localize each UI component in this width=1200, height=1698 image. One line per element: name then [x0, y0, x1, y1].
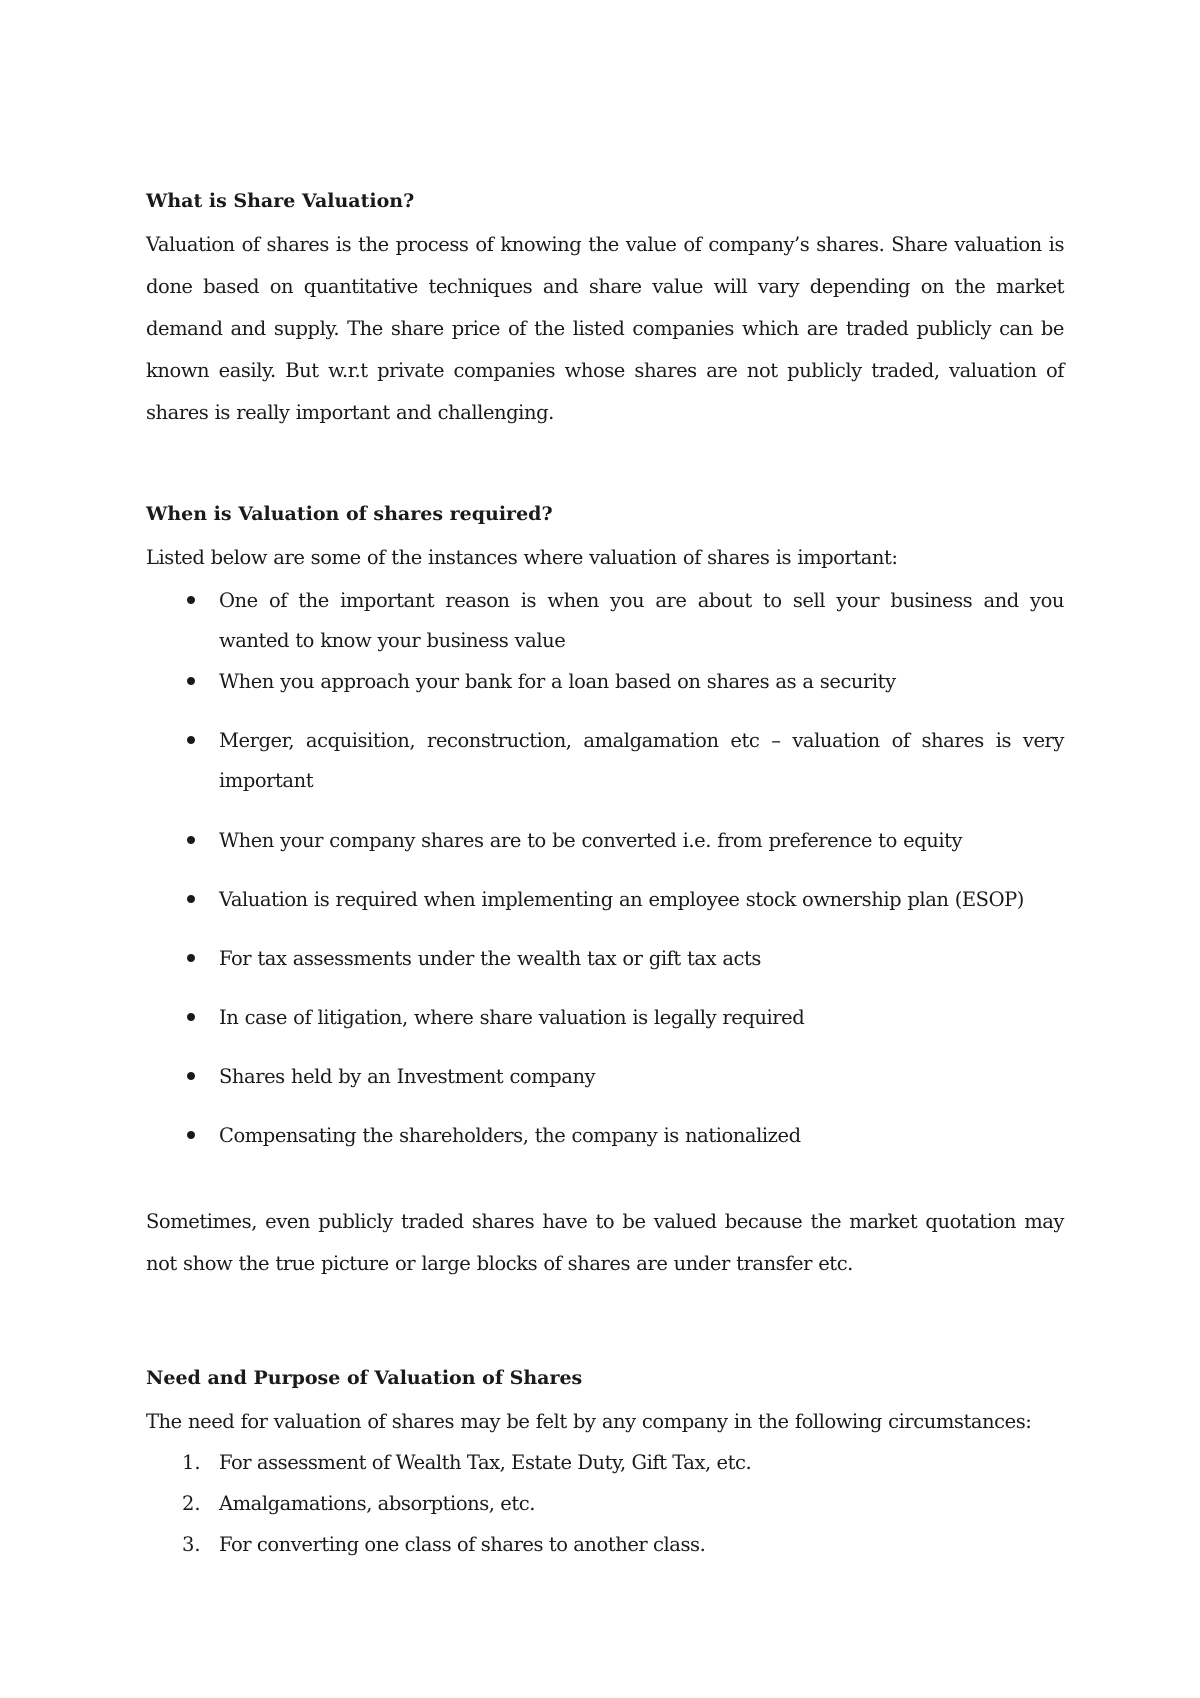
- numbered-list-item-text: Amalgamations, absorptions, etc.: [219, 1492, 535, 1515]
- paragraph-publicly-traded-note: Sometimes, even publicly traded shares have to be valued because the market quotation may not show the true picture or large blocks of shares are under transfer etc.: [146, 1210, 1064, 1275]
- list-item-text: In case of litigation, where share valuation is legally required: [219, 1006, 805, 1029]
- list-item-text: When you approach your bank for a loan based on shares as a security: [219, 670, 896, 693]
- heading-when-is-valuation-required: When is Valuation of shares required?: [146, 503, 553, 525]
- bullet-dot-icon: [187, 677, 195, 685]
- numbered-list-item-text: For converting one class of shares to another class.: [219, 1533, 706, 1556]
- paragraph-instances-intro: Listed below are some of the instances where valuation of shares is important:: [146, 546, 898, 569]
- list-item-text: Shares held by an Investment company: [219, 1065, 596, 1088]
- list-item-text: For tax assessments under the wealth tax or gift tax acts: [219, 947, 761, 970]
- heading-need-and-purpose: Need and Purpose of Valuation of Shares: [146, 1367, 583, 1389]
- bullet-dot-icon: [187, 954, 195, 962]
- bullet-dot-icon: [187, 736, 195, 744]
- bullet-dot-icon: [187, 1131, 195, 1139]
- heading-what-is-share-valuation: What is Share Valuation?: [146, 190, 415, 212]
- list-item-text: Compensating the shareholders, the company is nationalized: [219, 1124, 801, 1147]
- bullet-dot-icon: [187, 1013, 195, 1021]
- list-item-text: Merger, acquisition, reconstruction, amalgamation etc – valuation of shares is very important: [219, 729, 1064, 792]
- numbered-list-item-text: For assessment of Wealth Tax, Estate Duty, Gift Tax, etc.: [219, 1451, 752, 1474]
- list-number: 3.: [182, 1533, 201, 1556]
- paragraph-circumstances-intro: The need for valuation of shares may be felt by any company in the following circumstances:: [146, 1410, 1032, 1433]
- list-item-text: One of the important reason is when you are about to sell your business and you wanted to know your business value: [219, 589, 1064, 652]
- bullet-dot-icon: [187, 836, 195, 844]
- list-item-text: When your company shares are to be converted i.e. from preference to equity: [219, 829, 963, 852]
- list-number: 2.: [182, 1492, 201, 1515]
- bullet-dot-icon: [187, 596, 195, 604]
- bullet-dot-icon: [187, 1072, 195, 1080]
- paragraph-share-valuation-definition: Valuation of shares is the process of knowing the value of company’s shares. Share valuation is done based on quantitative techniques and share value will vary depending on the market demand and supply. The share price of the listed companies which are traded publicly can be known easily. But w.r.t private companies whose shares are not publicly traded, valuation of shares is really important and challenging.: [146, 233, 1064, 424]
- bullet-dot-icon: [187, 895, 195, 903]
- list-number: 1.: [182, 1451, 201, 1474]
- list-item-text: Valuation is required when implementing an employee stock ownership plan (ESOP): [219, 888, 1024, 911]
